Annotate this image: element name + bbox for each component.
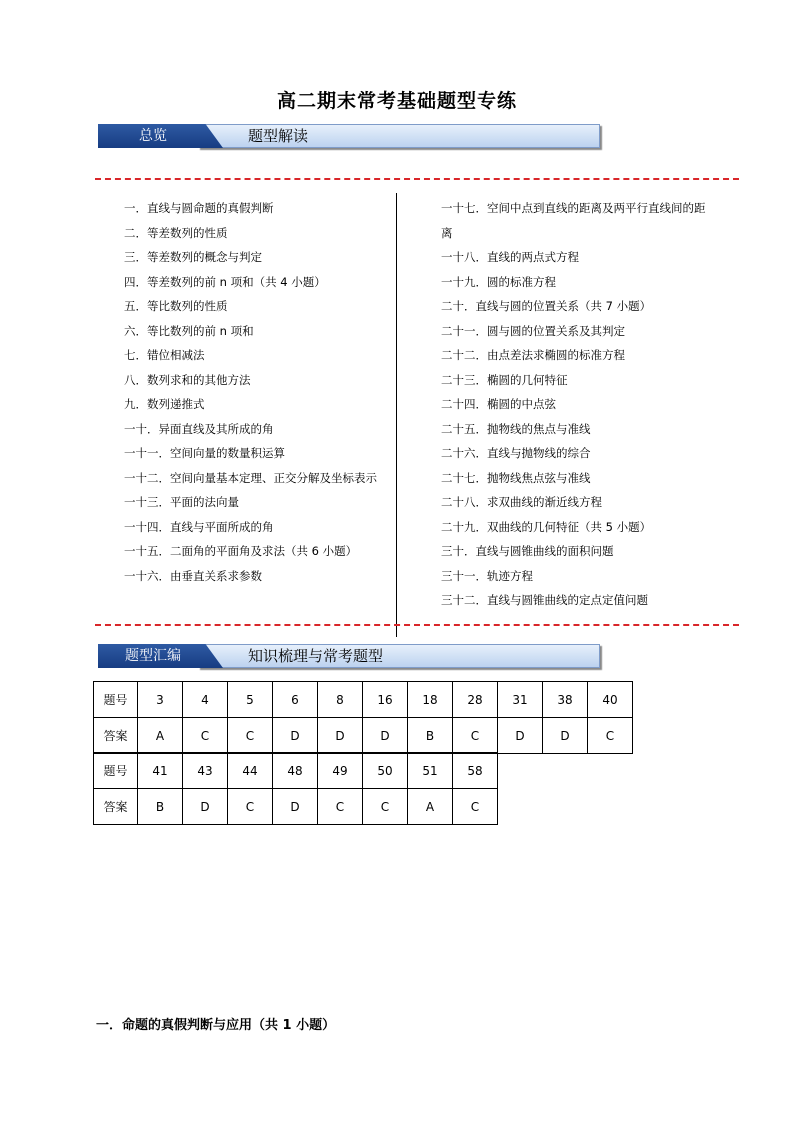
table-cell: B [138,789,183,825]
table-cell: 58 [453,753,498,789]
table-cell: 48 [273,753,318,789]
table-cell: A [138,718,183,754]
toc-item: 一十四．直线与平面所成的角 [124,519,274,534]
page-title: 高二期末常考基础题型专练 [276,90,517,112]
toc-item: 一十七．空间中点到直线的距离及两平行直线间的距离 [441,201,706,240]
toc-item: 六．等比数列的前 n 项和 [124,323,254,338]
toc-item: 一．直线与圆命题的真假判断 [124,201,274,215]
table-cell: 40 [588,682,633,718]
section-heading: 一．命题的真假判断与应用（共 1 小题） [96,1018,336,1033]
toc-item: 一十二．空间向量基本定理、正交分解及坐标表示 [124,470,377,485]
answer-table-row1 [93,681,633,754]
table-row [94,718,633,754]
toc-item: 一十一．空间向量的数量积运算 [124,446,285,460]
table-cell: 28 [453,682,498,718]
table-cell: C [453,718,498,754]
table-label-cell: 答案 [94,789,138,825]
banner-left-label: 总览 [139,128,167,144]
table-row [94,682,633,718]
table-label-cell: 题号 [94,753,138,789]
toc-item: 二十八．求双曲线的渐近线方程 [441,495,602,509]
toc-item: 五．等比数列的性质 [124,299,228,313]
toc-item: 二十六．直线与抛物线的综合 [441,446,591,460]
toc-item: 二十五．抛物线的焦点与准线 [441,421,591,436]
answer-table-row2 [93,752,498,825]
table-cell: A [408,789,453,825]
table-cell: D [183,789,228,825]
divider-bottom [95,624,739,626]
table-cell: D [363,718,408,754]
table-cell: 43 [183,753,228,789]
table-cell: C [228,718,273,754]
toc-item: 四．等差数列的前 n 项和（共 4 小题） [124,274,326,289]
toc-item: 一十八．直线的两点式方程 [441,250,579,264]
toc-item: 二十四．椭圆的中点弦 [441,397,556,411]
table-cell: C [363,789,408,825]
banner-right-label: 知识梳理与常考题型 [248,647,384,665]
table-cell: D [543,718,588,754]
table-cell: 41 [138,753,183,789]
table-cell: 51 [408,753,453,789]
table-cell: 18 [408,682,453,718]
toc-item: 一十．异面直线及其所成的角 [124,421,274,436]
toc-item: 二十三．椭圆的几何特征 [441,372,568,387]
toc-right-column [441,196,707,613]
toc-item: 一十五．二面角的平面角及求法（共 6 小题） [124,544,358,558]
table-cell: D [273,789,318,825]
banner-left-label: 题型汇编 [125,648,181,664]
toc-left-column [124,196,390,588]
toc-item: 八．数列求和的其他方法 [124,372,251,387]
table-row [94,753,498,789]
table-cell: 49 [318,753,363,789]
table-cell: C [318,789,363,825]
overview-banner [98,124,598,148]
table-cell: 31 [498,682,543,718]
table-cell: 6 [273,682,318,718]
table-cell: D [273,718,318,754]
table-cell: 44 [228,753,273,789]
table-row [94,789,498,825]
table-cell: 3 [138,682,183,718]
table-cell: 4 [183,682,228,718]
toc-item: 二十九．双曲线的几何特征（共 5 小题） [441,519,652,534]
toc-item: 三十二．直线与圆锥曲线的定点定值问题 [441,593,648,607]
toc-item: 二十一．圆与圆的位置关系及其判定 [441,323,625,338]
compilation-banner [98,644,598,668]
table-cell: C [228,789,273,825]
toc-item: 二．等差数列的性质 [124,225,228,240]
toc-item: 二十七．抛物线焦点弦与准线 [441,470,591,485]
toc-item: 三．等差数列的概念与判定 [124,250,262,264]
table-label-cell: 答案 [94,718,138,754]
banner-right-label: 题型解读 [248,127,309,145]
toc-item: 二十二．由点差法求椭圆的标准方程 [441,348,625,362]
toc-item: 一十六．由垂直关系求参数 [124,568,262,583]
toc-item: 二十．直线与圆的位置关系（共 7 小题） [441,299,652,313]
table-cell: 16 [363,682,408,718]
table-cell: D [498,718,543,754]
table-cell: C [183,718,228,754]
toc-column-divider [396,193,397,637]
table-label-cell: 题号 [94,682,138,718]
divider-top [95,178,739,180]
toc-item: 一十三．平面的法向量 [124,495,239,509]
table-cell: B [408,718,453,754]
table-cell: 5 [228,682,273,718]
table-cell: C [588,718,633,754]
table-cell: 50 [363,753,408,789]
table-cell: 8 [318,682,363,718]
toc-item: 三十一．轨迹方程 [441,568,533,583]
toc-item: 七．错位相减法 [124,348,205,362]
toc-item: 九．数列递推式 [124,397,205,411]
table-cell: 38 [543,682,588,718]
toc-item: 三十．直线与圆锥曲线的面积问题 [441,544,614,558]
table-cell: D [318,718,363,754]
toc-item: 一十九．圆的标准方程 [441,274,556,289]
table-cell: C [453,789,498,825]
